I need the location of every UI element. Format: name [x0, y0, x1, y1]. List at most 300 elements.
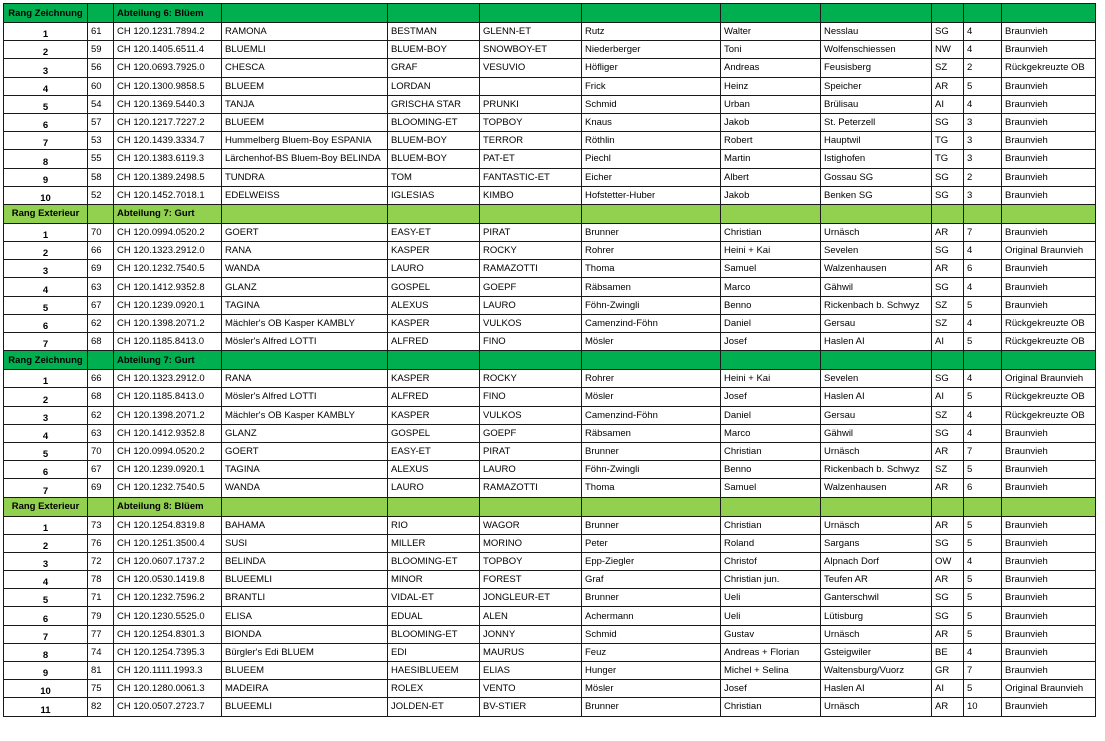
sire-cell: ALFRED: [388, 388, 480, 406]
owner-place-cell: Sevelen: [821, 370, 932, 388]
animal-id-cell: CH 120.1231.7894.2: [114, 23, 222, 41]
animal-id-cell: CH 120.1412.9352.8: [114, 424, 222, 442]
owner-first-name-cell: Josef: [721, 680, 821, 698]
table-row: [4, 461, 1096, 479]
owner-first-name-cell: Heinz: [721, 77, 821, 95]
grand-sire-cell: [480, 77, 582, 95]
canton-cell: SZ: [932, 296, 964, 314]
empty-cell: [932, 351, 964, 370]
animal-id-cell: CH 120.1230.5525.0: [114, 607, 222, 625]
owner-first-name-cell: Samuel: [721, 260, 821, 278]
owner-last-name-cell: Epp-Ziegler: [582, 552, 721, 570]
canton-cell: AI: [932, 388, 964, 406]
table-row: [4, 698, 1096, 716]
empty-cell: [480, 4, 582, 23]
canton-cell: SZ: [932, 59, 964, 77]
table-row: [4, 643, 1096, 661]
owner-place-cell: Haslen AI: [821, 388, 932, 406]
empty-cell: [1002, 4, 1096, 23]
catalog-number-cell: 77: [88, 625, 114, 643]
breed-cell: Braunvieh: [1002, 260, 1096, 278]
empty-cell: [222, 204, 388, 223]
rank-cell: 2: [4, 242, 88, 260]
animal-id-cell: CH 120.1239.0920.1: [114, 296, 222, 314]
table-row: [4, 113, 1096, 131]
sire-cell: LAURO: [388, 260, 480, 278]
owner-place-cell: Benken SG: [821, 186, 932, 204]
rank-type-label: Rang Zeichnung: [4, 351, 88, 370]
animal-id-cell: CH 120.1232.7540.5: [114, 479, 222, 497]
animal-id-cell: CH 120.1239.0920.1: [114, 461, 222, 479]
owner-place-cell: Gossau SG: [821, 168, 932, 186]
empty-cell: [88, 497, 114, 516]
rank-cell: 4: [4, 571, 88, 589]
grand-sire-cell: TERROR: [480, 132, 582, 150]
cow-name-cell: Mächler's OB Kasper KAMBLY: [222, 314, 388, 332]
grand-sire-cell: MAURUS: [480, 643, 582, 661]
cow-name-cell: TUNDRA: [222, 168, 388, 186]
cow-name-cell: Bürgler's Edi BLUEM: [222, 643, 388, 661]
canton-cell: TG: [932, 132, 964, 150]
grand-sire-cell: LAURO: [480, 461, 582, 479]
cow-name-cell: GOERT: [222, 442, 388, 460]
owner-first-name-cell: Robert: [721, 132, 821, 150]
grand-sire-cell: VULKOS: [480, 406, 582, 424]
grand-sire-cell: VENTO: [480, 680, 582, 698]
table-row: [4, 552, 1096, 570]
lactation-cell: 3: [964, 113, 1002, 131]
lactation-cell: 5: [964, 680, 1002, 698]
table-row: [4, 680, 1096, 698]
grand-sire-cell: PIRAT: [480, 223, 582, 241]
rank-cell: 5: [4, 589, 88, 607]
division-title: Abteilung 7: Gurt: [114, 204, 222, 223]
owner-place-cell: Haslen AI: [821, 680, 932, 698]
owner-last-name-cell: Röthlin: [582, 132, 721, 150]
empty-cell: [721, 204, 821, 223]
empty-cell: [88, 204, 114, 223]
animal-id-cell: CH 120.1323.2912.0: [114, 242, 222, 260]
table-row: [4, 223, 1096, 241]
catalog-number-cell: 60: [88, 77, 114, 95]
empty-cell: [821, 4, 932, 23]
breed-cell: Braunvieh: [1002, 607, 1096, 625]
animal-id-cell: CH 120.1232.7596.2: [114, 589, 222, 607]
rank-cell: 1: [4, 23, 88, 41]
catalog-number-cell: 57: [88, 113, 114, 131]
owner-last-name-cell: Schmid: [582, 625, 721, 643]
owner-first-name-cell: Christian jun.: [721, 571, 821, 589]
owner-place-cell: Rickenbach b. Schwyz: [821, 461, 932, 479]
rank-cell: 2: [4, 41, 88, 59]
catalog-number-cell: 79: [88, 607, 114, 625]
owner-place-cell: Urnäsch: [821, 698, 932, 716]
canton-cell: SG: [932, 113, 964, 131]
animal-id-cell: CH 120.1405.6511.4: [114, 41, 222, 59]
lactation-cell: 5: [964, 625, 1002, 643]
rank-cell: 11: [4, 698, 88, 716]
rank-cell: 4: [4, 77, 88, 95]
animal-id-cell: CH 120.0693.7925.0: [114, 59, 222, 77]
empty-cell: [964, 4, 1002, 23]
grand-sire-cell: PIRAT: [480, 442, 582, 460]
breed-cell: Braunvieh: [1002, 296, 1096, 314]
owner-last-name-cell: Föhn-Zwingli: [582, 461, 721, 479]
sire-cell: ALEXUS: [388, 461, 480, 479]
sire-cell: MINOR: [388, 571, 480, 589]
sire-cell: BLOOMING-ET: [388, 113, 480, 131]
breed-cell: Braunvieh: [1002, 278, 1096, 296]
empty-cell: [964, 351, 1002, 370]
cow-name-cell: BAHAMA: [222, 516, 388, 534]
table-row: [4, 516, 1096, 534]
owner-last-name-cell: Mösler: [582, 388, 721, 406]
owner-place-cell: Hauptwil: [821, 132, 932, 150]
ranking-table-body: [4, 4, 1096, 717]
empty-cell: [480, 204, 582, 223]
animal-id-cell: CH 120.1452.7018.1: [114, 186, 222, 204]
catalog-number-cell: 82: [88, 698, 114, 716]
owner-last-name-cell: Brunner: [582, 442, 721, 460]
sire-cell: GOSPEL: [388, 424, 480, 442]
breed-cell: Original Braunvieh: [1002, 680, 1096, 698]
owner-first-name-cell: Jakob: [721, 113, 821, 131]
owner-first-name-cell: Christian: [721, 223, 821, 241]
lactation-cell: 3: [964, 150, 1002, 168]
cow-name-cell: BLUEEMLI: [222, 698, 388, 716]
animal-id-cell: CH 120.1412.9352.8: [114, 278, 222, 296]
lactation-cell: 5: [964, 607, 1002, 625]
breed-cell: Braunvieh: [1002, 571, 1096, 589]
lactation-cell: 7: [964, 662, 1002, 680]
lactation-cell: 2: [964, 59, 1002, 77]
catalog-number-cell: 53: [88, 132, 114, 150]
lactation-cell: 4: [964, 424, 1002, 442]
owner-first-name-cell: Walter: [721, 23, 821, 41]
sire-cell: LORDAN: [388, 77, 480, 95]
owner-first-name-cell: Benno: [721, 461, 821, 479]
animal-id-cell: CH 120.1254.7395.3: [114, 643, 222, 661]
sire-cell: BLUEM-BOY: [388, 132, 480, 150]
owner-last-name-cell: Frick: [582, 77, 721, 95]
catalog-number-cell: 78: [88, 571, 114, 589]
cow-name-cell: Lärchenhof-BS Bluem-Boy BELINDA: [222, 150, 388, 168]
catalog-number-cell: 56: [88, 59, 114, 77]
empty-cell: [222, 351, 388, 370]
owner-last-name-cell: Föhn-Zwingli: [582, 296, 721, 314]
sire-cell: ALEXUS: [388, 296, 480, 314]
breed-cell: Rückgekreuzte OB: [1002, 333, 1096, 351]
section-header: [4, 204, 1096, 223]
grand-sire-cell: GOEPF: [480, 278, 582, 296]
cow-name-cell: BLUEEMLI: [222, 571, 388, 589]
cow-name-cell: RAMONA: [222, 23, 388, 41]
breed-cell: Braunvieh: [1002, 95, 1096, 113]
animal-id-cell: CH 120.1300.9858.5: [114, 77, 222, 95]
cow-name-cell: BLUEMLI: [222, 41, 388, 59]
grand-sire-cell: ELIAS: [480, 662, 582, 680]
grand-sire-cell: GLENN-ET: [480, 23, 582, 41]
cow-name-cell: EDELWEISS: [222, 186, 388, 204]
sire-cell: LAURO: [388, 479, 480, 497]
animal-id-cell: CH 120.0607.1737.2: [114, 552, 222, 570]
lactation-cell: 3: [964, 132, 1002, 150]
animal-id-cell: CH 120.1369.5440.3: [114, 95, 222, 113]
owner-last-name-cell: Feuz: [582, 643, 721, 661]
grand-sire-cell: TOPBOY: [480, 113, 582, 131]
breed-cell: Braunvieh: [1002, 77, 1096, 95]
breed-cell: Rückgekreuzte OB: [1002, 314, 1096, 332]
empty-cell: [1002, 204, 1096, 223]
owner-place-cell: Teufen AR: [821, 571, 932, 589]
owner-last-name-cell: Thoma: [582, 479, 721, 497]
table-row: [4, 625, 1096, 643]
catalog-number-cell: 66: [88, 370, 114, 388]
owner-last-name-cell: Rutz: [582, 23, 721, 41]
owner-place-cell: Urnäsch: [821, 625, 932, 643]
cow-name-cell: BLUEEM: [222, 113, 388, 131]
owner-place-cell: Istighofen: [821, 150, 932, 168]
canton-cell: BE: [932, 643, 964, 661]
lactation-cell: 6: [964, 479, 1002, 497]
empty-cell: [821, 351, 932, 370]
animal-id-cell: CH 120.1217.7227.2: [114, 113, 222, 131]
table-row: [4, 59, 1096, 77]
lactation-cell: 5: [964, 461, 1002, 479]
table-row: [4, 589, 1096, 607]
catalog-number-cell: 63: [88, 424, 114, 442]
breed-cell: Braunvieh: [1002, 113, 1096, 131]
sire-cell: VIDAL-ET: [388, 589, 480, 607]
owner-first-name-cell: Gustav: [721, 625, 821, 643]
rank-cell: 1: [4, 370, 88, 388]
sire-cell: HAESIBLUEEM: [388, 662, 480, 680]
empty-cell: [388, 4, 480, 23]
breed-cell: Rückgekreuzte OB: [1002, 388, 1096, 406]
rank-cell: 7: [4, 132, 88, 150]
breed-cell: Braunvieh: [1002, 589, 1096, 607]
rank-cell: 4: [4, 278, 88, 296]
cow-name-cell: WANDA: [222, 260, 388, 278]
rank-cell: 10: [4, 680, 88, 698]
canton-cell: SZ: [932, 461, 964, 479]
sire-cell: KASPER: [388, 406, 480, 424]
owner-place-cell: Gersau: [821, 406, 932, 424]
canton-cell: GR: [932, 662, 964, 680]
lactation-cell: 4: [964, 643, 1002, 661]
rank-cell: 10: [4, 186, 88, 204]
canton-cell: SG: [932, 168, 964, 186]
rank-cell: 5: [4, 296, 88, 314]
cow-name-cell: SUSI: [222, 534, 388, 552]
canton-cell: SG: [932, 424, 964, 442]
owner-first-name-cell: Albert: [721, 168, 821, 186]
empty-cell: [582, 4, 721, 23]
table-row: [4, 388, 1096, 406]
breed-cell: Braunvieh: [1002, 643, 1096, 661]
grand-sire-cell: RAMAZOTTI: [480, 479, 582, 497]
table-row: [4, 150, 1096, 168]
canton-cell: AR: [932, 223, 964, 241]
cow-name-cell: Hummelberg Bluem-Boy ESPANIA: [222, 132, 388, 150]
table-row: [4, 370, 1096, 388]
sire-cell: EASY-ET: [388, 223, 480, 241]
rank-cell: 4: [4, 424, 88, 442]
canton-cell: OW: [932, 552, 964, 570]
catalog-number-cell: 74: [88, 643, 114, 661]
owner-first-name-cell: Christian: [721, 442, 821, 460]
breed-cell: Braunvieh: [1002, 186, 1096, 204]
owner-last-name-cell: Räbsamen: [582, 424, 721, 442]
owner-first-name-cell: Andreas + Florian: [721, 643, 821, 661]
owner-first-name-cell: Andreas: [721, 59, 821, 77]
lactation-cell: 5: [964, 388, 1002, 406]
empty-cell: [222, 4, 388, 23]
animal-id-cell: CH 120.1232.7540.5: [114, 260, 222, 278]
owner-last-name-cell: Höfliger: [582, 59, 721, 77]
sire-cell: MILLER: [388, 534, 480, 552]
owner-place-cell: Ganterschwil: [821, 589, 932, 607]
owner-place-cell: Rickenbach b. Schwyz: [821, 296, 932, 314]
sire-cell: BLUEM-BOY: [388, 41, 480, 59]
lactation-cell: 4: [964, 552, 1002, 570]
sire-cell: TOM: [388, 168, 480, 186]
lactation-cell: 4: [964, 278, 1002, 296]
catalog-number-cell: 59: [88, 41, 114, 59]
owner-first-name-cell: Christian: [721, 516, 821, 534]
lactation-cell: 5: [964, 534, 1002, 552]
animal-id-cell: CH 120.1185.8413.0: [114, 388, 222, 406]
owner-last-name-cell: Rohrer: [582, 370, 721, 388]
grand-sire-cell: PAT-ET: [480, 150, 582, 168]
division-title: Abteilung 6: Blüem: [114, 4, 222, 23]
sire-cell: EDUAL: [388, 607, 480, 625]
cow-name-cell: RANA: [222, 370, 388, 388]
section-header: [4, 4, 1096, 23]
cow-name-cell: CHESCA: [222, 59, 388, 77]
animal-id-cell: CH 120.1185.8413.0: [114, 333, 222, 351]
table-row: [4, 296, 1096, 314]
rank-cell: 6: [4, 461, 88, 479]
canton-cell: SG: [932, 589, 964, 607]
sire-cell: RIO: [388, 516, 480, 534]
table-row: [4, 132, 1096, 150]
owner-place-cell: Waltensburg/Vuorz: [821, 662, 932, 680]
owner-place-cell: Sargans: [821, 534, 932, 552]
canton-cell: SG: [932, 607, 964, 625]
rank-cell: 1: [4, 223, 88, 241]
canton-cell: SZ: [932, 314, 964, 332]
breed-cell: Braunvieh: [1002, 516, 1096, 534]
owner-first-name-cell: Martin: [721, 150, 821, 168]
owner-last-name-cell: Hunger: [582, 662, 721, 680]
catalog-number-cell: 58: [88, 168, 114, 186]
ranking-table: [3, 3, 1096, 717]
canton-cell: AR: [932, 625, 964, 643]
catalog-number-cell: 54: [88, 95, 114, 113]
owner-first-name-cell: Christof: [721, 552, 821, 570]
section-header: [4, 351, 1096, 370]
grand-sire-cell: KIMBO: [480, 186, 582, 204]
animal-id-cell: CH 120.0507.2723.7: [114, 698, 222, 716]
empty-cell: [721, 497, 821, 516]
empty-cell: [582, 351, 721, 370]
empty-cell: [964, 204, 1002, 223]
cow-name-cell: TANJA: [222, 95, 388, 113]
catalog-number-cell: 76: [88, 534, 114, 552]
rank-cell: 7: [4, 333, 88, 351]
canton-cell: AR: [932, 516, 964, 534]
table-row: [4, 571, 1096, 589]
animal-id-cell: CH 120.1251.3500.4: [114, 534, 222, 552]
breed-cell: Braunvieh: [1002, 150, 1096, 168]
cow-name-cell: Mösler's Alfred LOTTI: [222, 388, 388, 406]
owner-place-cell: Sevelen: [821, 242, 932, 260]
lactation-cell: 5: [964, 589, 1002, 607]
owner-place-cell: Feusisberg: [821, 59, 932, 77]
table-row: [4, 479, 1096, 497]
rank-cell: 6: [4, 607, 88, 625]
animal-id-cell: CH 120.1323.2912.0: [114, 370, 222, 388]
breed-cell: Braunvieh: [1002, 461, 1096, 479]
empty-cell: [1002, 351, 1096, 370]
owner-last-name-cell: Achermann: [582, 607, 721, 625]
owner-last-name-cell: Mösler: [582, 333, 721, 351]
lactation-cell: 2: [964, 168, 1002, 186]
owner-place-cell: Lütisburg: [821, 607, 932, 625]
owner-place-cell: Gähwil: [821, 424, 932, 442]
table-row: [4, 23, 1096, 41]
empty-cell: [821, 204, 932, 223]
owner-last-name-cell: Rohrer: [582, 242, 721, 260]
breed-cell: Braunvieh: [1002, 442, 1096, 460]
owner-place-cell: Haslen AI: [821, 333, 932, 351]
empty-cell: [932, 4, 964, 23]
empty-cell: [721, 351, 821, 370]
sire-cell: KASPER: [388, 314, 480, 332]
breed-cell: Braunvieh: [1002, 168, 1096, 186]
owner-place-cell: Alpnach Dorf: [821, 552, 932, 570]
sire-cell: EDI: [388, 643, 480, 661]
sire-cell: GOSPEL: [388, 278, 480, 296]
catalog-number-cell: 73: [88, 516, 114, 534]
catalog-number-cell: 62: [88, 314, 114, 332]
sire-cell: BLOOMING-ET: [388, 552, 480, 570]
owner-last-name-cell: Camenzind-Föhn: [582, 314, 721, 332]
empty-cell: [88, 4, 114, 23]
owner-place-cell: Brülisau: [821, 95, 932, 113]
table-row: [4, 442, 1096, 460]
empty-cell: [480, 351, 582, 370]
rank-cell: 6: [4, 314, 88, 332]
catalog-number-cell: 62: [88, 406, 114, 424]
owner-first-name-cell: Urban: [721, 95, 821, 113]
rank-cell: 7: [4, 625, 88, 643]
sire-cell: EASY-ET: [388, 442, 480, 460]
grand-sire-cell: RAMAZOTTI: [480, 260, 582, 278]
canton-cell: AR: [932, 442, 964, 460]
canton-cell: AI: [932, 333, 964, 351]
lactation-cell: 5: [964, 333, 1002, 351]
cow-name-cell: Mösler's Alfred LOTTI: [222, 333, 388, 351]
owner-last-name-cell: Schmid: [582, 95, 721, 113]
owner-first-name-cell: Samuel: [721, 479, 821, 497]
cow-name-cell: Mächler's OB Kasper KAMBLY: [222, 406, 388, 424]
owner-last-name-cell: Niederberger: [582, 41, 721, 59]
breed-cell: Original Braunvieh: [1002, 242, 1096, 260]
canton-cell: AR: [932, 260, 964, 278]
lactation-cell: 10: [964, 698, 1002, 716]
